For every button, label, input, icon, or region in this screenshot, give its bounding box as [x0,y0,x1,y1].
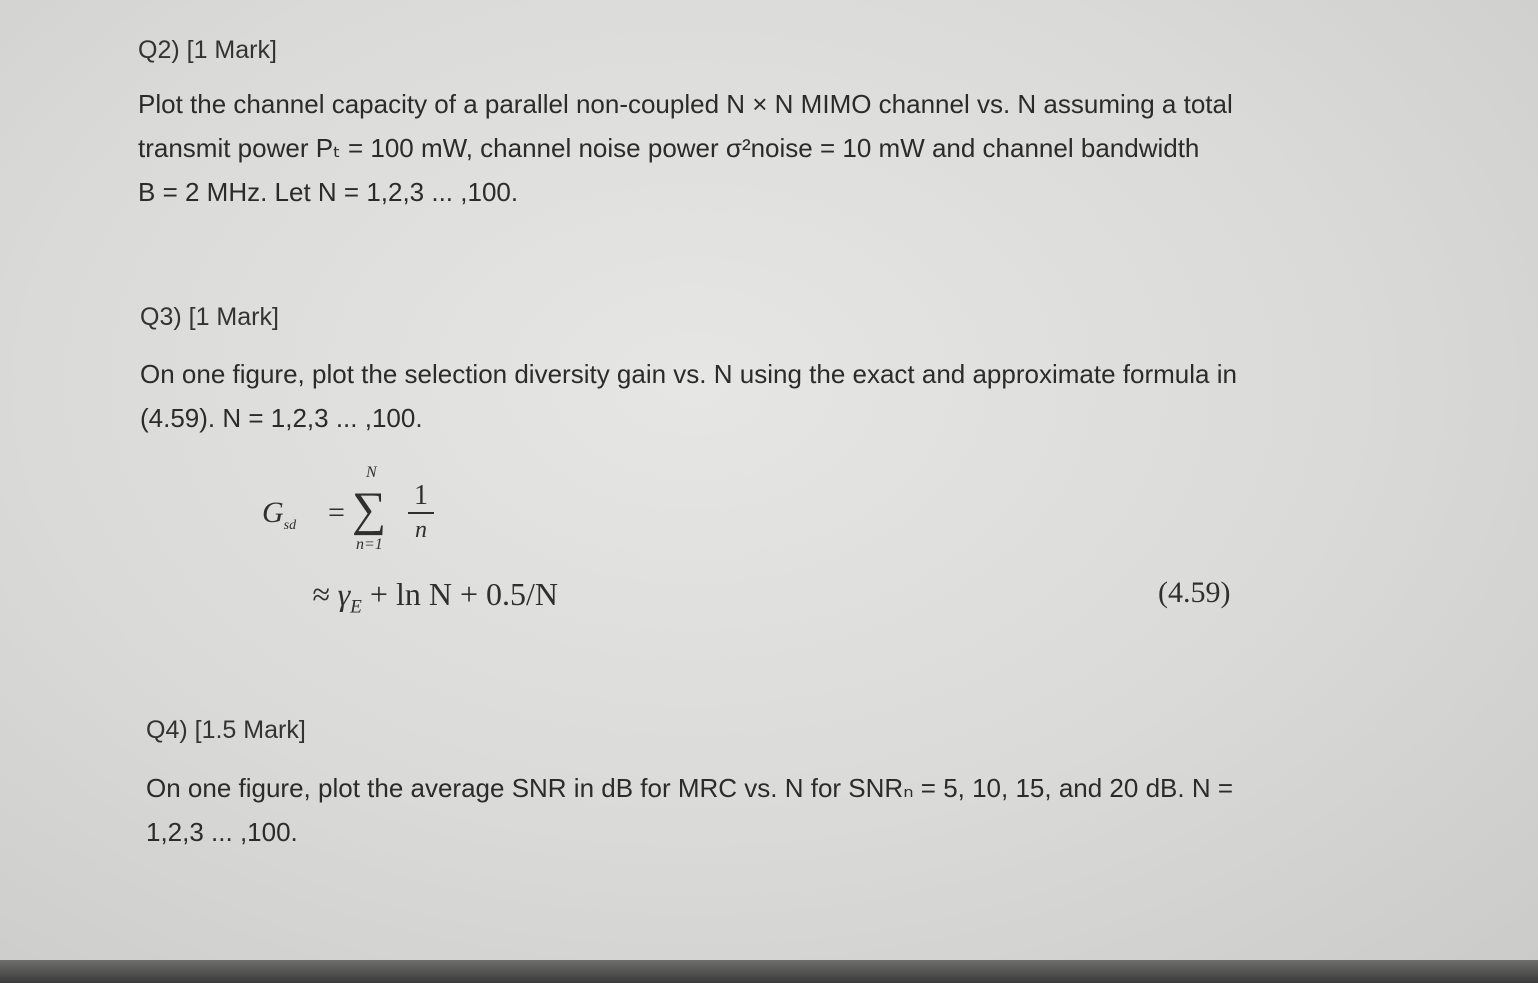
equation-fraction [408,482,434,544]
q4-heading: Q4) [1.5 Mark] [146,716,306,744]
desk-edge [0,960,1538,983]
q3-line-1: On one figure, plot the selection diversity gain vs. N using the exact and approximate formula in [140,359,1237,389]
q3-text [140,352,1237,440]
q3-line-2: (4.59). N = 1,2,3 ... ,100. [140,403,423,433]
q2-line-2: transmit power Pₜ = 100 mW, channel noise power σ²noise = 10 mW and channel bandwidth [138,133,1200,163]
equation-approximation: ≈ $\gamma_E + \ln N + 0.5/N$ [312,576,558,618]
q4-line-2: 1,2,3 ... ,100. [146,817,298,847]
q3-heading: Q3) [1 Mark] [140,303,279,331]
summation-symbol: ∑ [352,483,387,536]
fraction-bar [408,512,434,514]
q2-line-1: Plot the channel capacity of a parallel non-coupled N × N MIMO channel vs. N assuming a total [138,89,1233,119]
q2-heading: Q2) [1 Mark] [138,36,277,64]
q4-text [146,766,1233,854]
q4-line-1: On one figure, plot the average SNR in dB for MRC vs. N for SNRₙ = 5, 10, 15, and 20 dB. N = [146,773,1234,803]
equation-equals: = [328,496,345,529]
fraction-numerator: 1 [414,480,428,511]
equation-number: (4.59) [1158,576,1231,609]
sum-lower-limit: n=1 [356,536,383,553]
fraction-denominator: n [415,517,427,543]
sum-upper-limit: N [366,464,377,481]
q2-text [138,82,1233,214]
equation-lhs: $G_{sd}$ [262,496,297,533]
q2-line-3: B = 2 MHz. Let N = 1,2,3 ... ,100. [138,177,519,207]
